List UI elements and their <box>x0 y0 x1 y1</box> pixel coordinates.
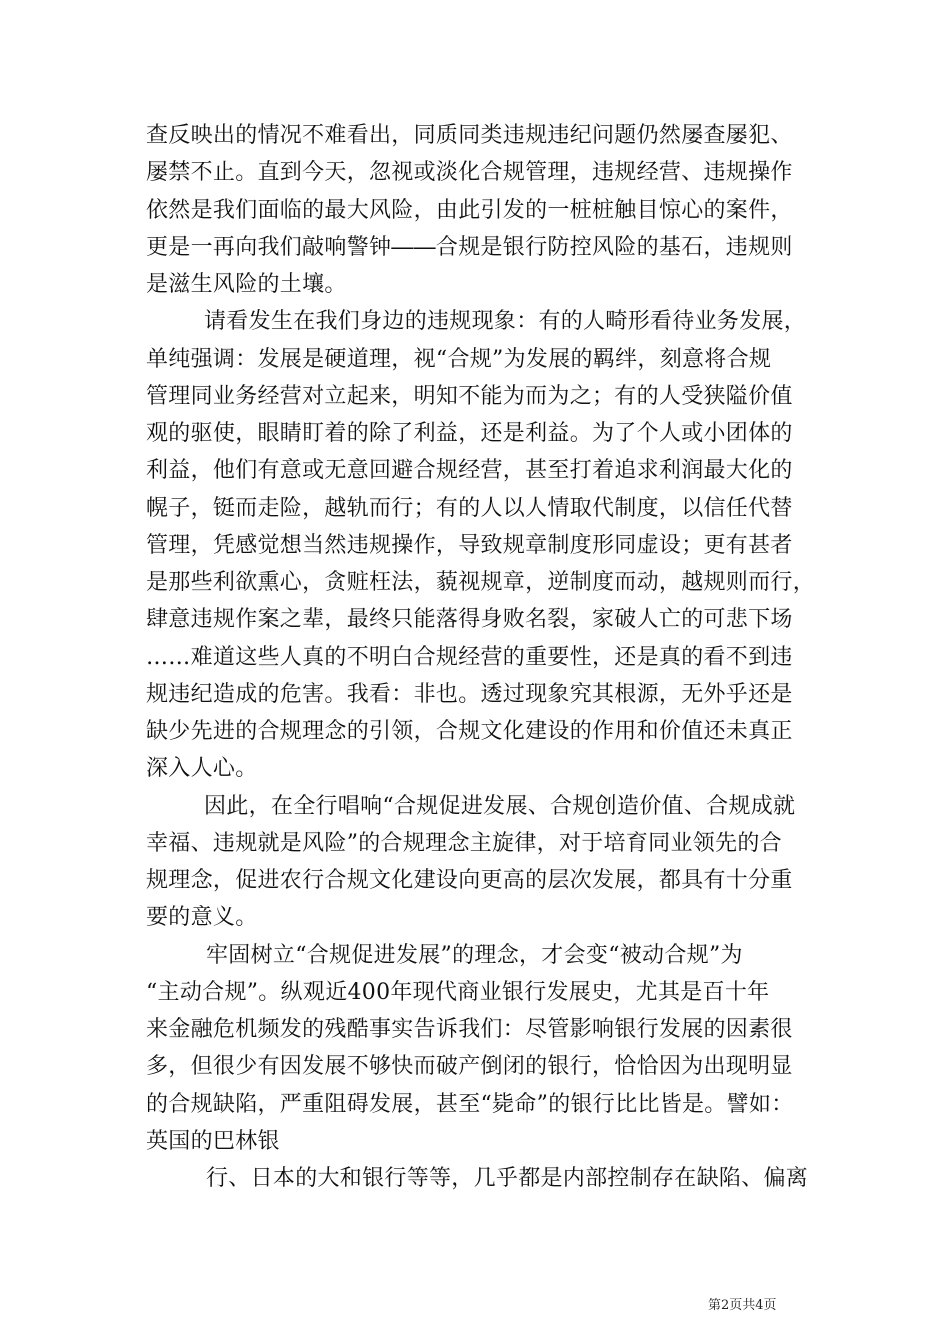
text-line: 请看发生在我们身边的违规现象：有的人畸形看待业务发展， <box>204 309 807 335</box>
text-line: 更是一再向我们敲响警钟――合规是银行防控风险的基石，违规则 <box>146 234 793 260</box>
text-line: 牢固树立“合规促进发展”的理念，才会变“被动合规”为 <box>206 942 743 968</box>
text-line: 规违纪造成的危害。我看：非也。透过现象究其根源，无外乎还是 <box>146 681 793 707</box>
text-line: 深入人心。 <box>146 756 258 782</box>
text-line: 来金融危机频发的残酷事实告诉我们：尽管影响银行发展的因素很 <box>146 1017 793 1042</box>
text-line: “主动合规”。纵观近400年现代商业银行发展史，尤其是百十年 <box>146 979 770 1005</box>
text-line: 幸福、违规就是风险”的合规理念主旋律，对于培育同业领先的合 <box>146 830 782 856</box>
text-line: 的合规缺陷，严重阻碍发展，甚至“毙命”的银行比比皆是。譬如： <box>146 1091 794 1117</box>
text-line: 管理同业务经营对立起来，明知不能为而为之；有的人受狭隘价值 <box>146 383 793 409</box>
text-line: ……难道这些人真的不明白合规经营的重要性，还是真的看不到违 <box>146 644 793 670</box>
text-line: 英国的巴林银 <box>146 1128 280 1154</box>
text-line: 是那些利欲熏心，贪赃枉法，藐视规章，逆制度而动，越规则而行， <box>146 570 816 595</box>
text-line: 行、日本的大和银行等等，几乎都是内部控制存在缺陷、偏离 <box>206 1166 809 1191</box>
text-line: 幌子，铤而走险，越轨而行；有的人以人情取代制度，以信任代替 <box>146 495 793 521</box>
text-line: 缺少先进的合规理念的引领，合规文化建设的作用和价值还未真正 <box>146 719 793 744</box>
text-line: 查反映出的情况不难看出，同质同类违规违纪问题仍然屡查屡犯、 <box>146 123 793 148</box>
text-line: 因此，在全行唱响“合规促进发展、合规创造价值、合规成就 <box>204 793 796 819</box>
page-number: 第2页共4页 <box>708 1298 777 1313</box>
text-line: 肆意违规作案之辈，最终只能落得身败名裂，家破人亡的可悲下场 <box>146 607 793 633</box>
document-body <box>146 117 816 1197</box>
text-line: 规理念，促进农行合规文化建设向更高的层次发展，都具有十分重 <box>146 868 793 893</box>
text-line: 单纯强调：发展是硬道理，视“合规”为发展的羁绊，刻意将合规 <box>146 346 772 372</box>
text-line: 屡禁不止。直到今天，忽视或淡化合规管理，违规经营、违规操作 <box>146 160 793 186</box>
text-line: 要的意义。 <box>146 905 258 931</box>
text-line: 依然是我们面临的最大风险，由此引发的一桩桩触目惊心的案件， <box>146 197 793 223</box>
text-line: 利益，他们有意或无意回避合规经营，甚至打着追求利润最大化的 <box>146 458 793 484</box>
text-line: 是滋生风险的土壤。 <box>146 272 347 297</box>
text-line: 多，但很少有因发展不够快而破产倒闭的银行，恰恰因为出现明显 <box>146 1054 793 1080</box>
text-line: 管理，凭感觉想当然违规操作，导致规章制度形同虚设；更有甚者 <box>146 532 793 558</box>
text-line: 观的驱使，眼睛盯着的除了利益，还是利益。为了个人或小团体的 <box>146 421 793 446</box>
